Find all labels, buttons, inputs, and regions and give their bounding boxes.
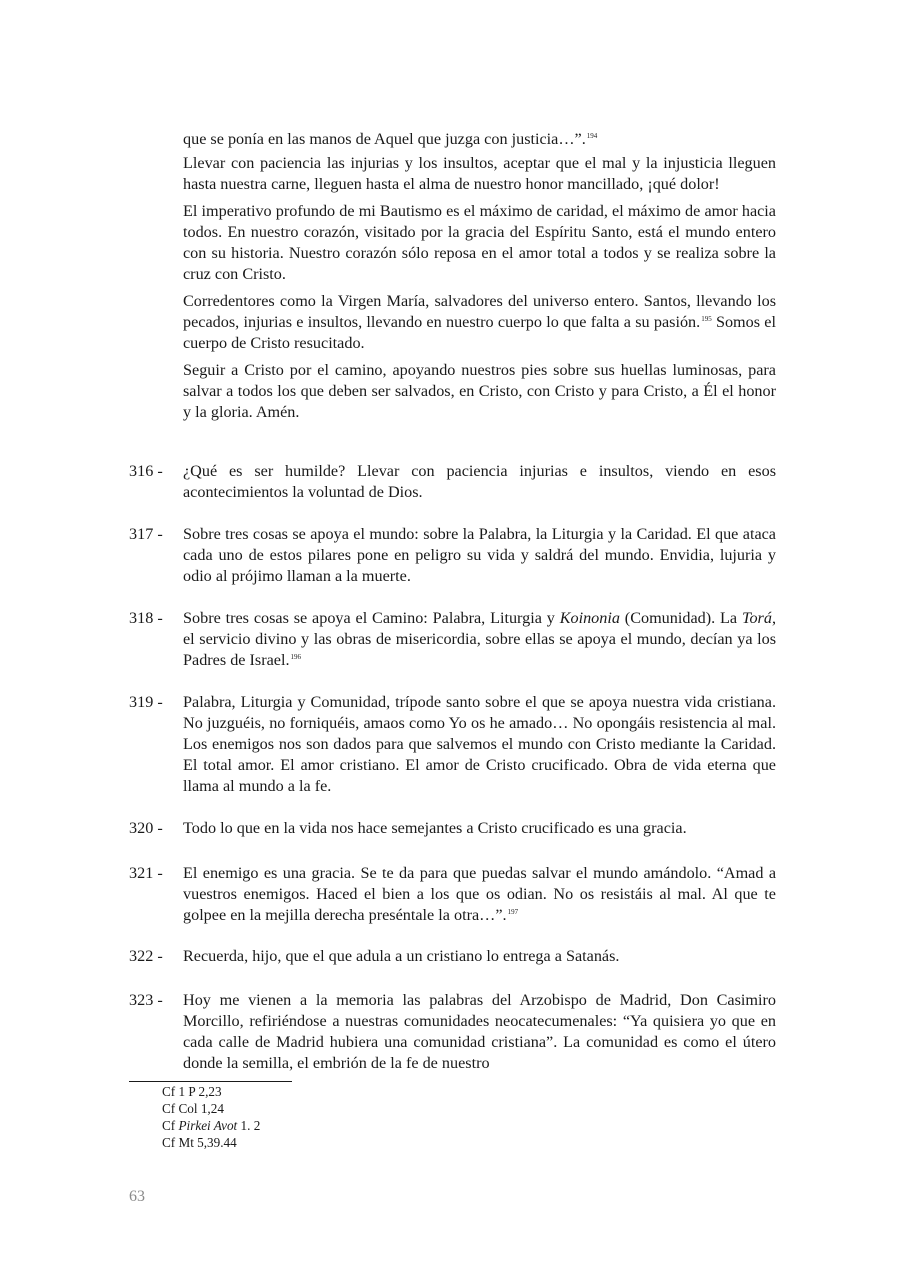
entry-number: 323 -: [129, 991, 163, 1009]
text-run: Somos el cuerpo de Cristo resucitado.: [183, 313, 776, 352]
footnote-ref: 197: [507, 908, 519, 916]
entry-number: 318 -: [129, 609, 163, 627]
footnote-text: [162, 1117, 260, 1134]
entry-number: 321 -: [129, 864, 163, 882]
footnote-ref: 194: [586, 132, 598, 140]
text-run: Corredentores como la Virgen María, salvadores del universo entero. Santos, llevando los pecados, injurias e insultos, llevando en nuestro cuerpo lo que falta a su pasión.: [183, 292, 776, 331]
text-run: Recuerda, hijo, que el que adula a un cristiano lo entrega a Satanás.: [183, 947, 620, 965]
footnote-ref: 196: [290, 653, 302, 661]
text-run: Palabra, Liturgia y Comunidad, trípode santo sobre el que se apoya nuestra vida cristiana. No juzguéis, no forniquéis, amaos como Yo os he amado… No opongáis resistencia al mal. Los enemigos nos son dados para que salvemos el mundo con Cristo mediante la Caridad. El total amor. El amor cristiano. El amor de Cristo crucificado. Obra de vida eterna que llama al mundo a la fe.: [183, 693, 776, 795]
text-run: Llevar con paciencia las injurias y los insultos, aceptar que el mal y la injusticia lleguen hasta nuestra carne, lleguen hasta el alma de nuestro honor mancillado, ¡qué dolor!: [183, 154, 776, 193]
entry-text: [183, 818, 776, 839]
italic-term: Pirkei Avot: [178, 1118, 238, 1133]
text-run: que se ponía en las manos de Aquel que juzga con justicia…”.: [183, 130, 586, 148]
italic-term: Koinonia: [559, 609, 620, 627]
intro-paragraph: [183, 153, 776, 195]
text-run: Cf 1 P 2,23: [162, 1084, 222, 1099]
footnote-separator: [129, 1081, 292, 1082]
entry-text: [183, 946, 776, 967]
entry-text: [183, 524, 776, 587]
text-run: Cf Mt 5,39.44: [162, 1135, 237, 1150]
italic-term: Torá: [741, 609, 772, 627]
entry-text: [183, 692, 776, 797]
entry-number: 317 -: [129, 525, 163, 543]
text-run: 1. 2: [237, 1118, 261, 1133]
intro-paragraph: [183, 360, 776, 423]
text-run: , el servicio divino y las obras de misericordia, sobre ellas se apoya el mundo, decían ya los Padres de Israel.: [183, 609, 776, 669]
entry-text: [183, 990, 776, 1074]
entry-number: 316 -: [129, 462, 163, 480]
text-run: Cf: [162, 1118, 179, 1133]
text-run: Hoy me vienen a la memoria las palabras del Arzobispo de Madrid, Don Casimiro Morcillo, refiriéndose a nuestras comunidades neocatecumenales: “Ya quisiera yo que en cada calle de Madrid hubiera una comunidad cristiana”. La comunidad es como el útero donde la semilla, el embrión de la fe de nuestro: [183, 991, 776, 1072]
footnotes: [162, 1083, 260, 1151]
entry-text: [183, 608, 776, 671]
text-run: Sobre tres cosas se apoya el Camino: Palabra, Liturgia y: [183, 609, 560, 627]
text-run: El imperativo profundo de mi Bautismo es el máximo de caridad, el máximo de amor hacia todos. En nuestro corazón, visitado por la gracia del Espíritu Santo, está el mundo entero con su historia. Nuestro corazón sólo reposa en el amor total a todos y se realiza sobre la cruz con Cristo.: [183, 202, 776, 283]
text-run: Seguir a Cristo por el camino, apoyando nuestros pies sobre sus huellas luminosas, para salvar a todos los que deben ser salvados, en Cristo, con Cristo y para Cristo, a Él el honor y la gloria. Amén.: [183, 361, 776, 421]
intro-paragraph: [183, 291, 776, 354]
footnote-text: [162, 1134, 260, 1151]
intro-block: [183, 129, 776, 429]
intro-paragraph: [183, 129, 776, 150]
text-run: Todo lo que en la vida nos hace semejantes a Cristo crucificado es una gracia.: [183, 819, 687, 837]
entry-text: [183, 863, 776, 926]
text-run: Sobre tres cosas se apoya el mundo: sobre la Palabra, la Liturgia y la Caridad. El que ataca cada uno de estos pilares pone en peligro su vida y saldrá del mundo. Envidia, lujuria y odio al prójimo llaman a la muerte.: [183, 525, 776, 585]
footnote-text: [162, 1100, 260, 1117]
text-run: Cf Col 1,24: [162, 1101, 224, 1116]
intro-paragraph: [183, 201, 776, 285]
entry-number: 322 -: [129, 947, 163, 965]
text-run: ¿Qué es ser humilde? Llevar con paciencia injurias e insultos, viendo en esos acontecimientos la voluntad de Dios.: [183, 462, 776, 501]
page-number: 63: [129, 1188, 145, 1205]
footnote-text: [162, 1083, 260, 1100]
footnote-ref: 195: [701, 315, 712, 323]
entry-number: 320 -: [129, 819, 163, 837]
text-run: El enemigo es una gracia. Se te da para que puedas salvar el mundo amándolo. “Amad a vuestros enemigos. Haced el bien a los que os odian. No os resistáis al mal. Al que te golpee en la mejilla derecha preséntale la otra…”.: [183, 864, 776, 924]
text-run: (Comunidad). La: [619, 609, 742, 627]
entry-number: 319 -: [129, 693, 163, 711]
entry-text: [183, 461, 776, 503]
